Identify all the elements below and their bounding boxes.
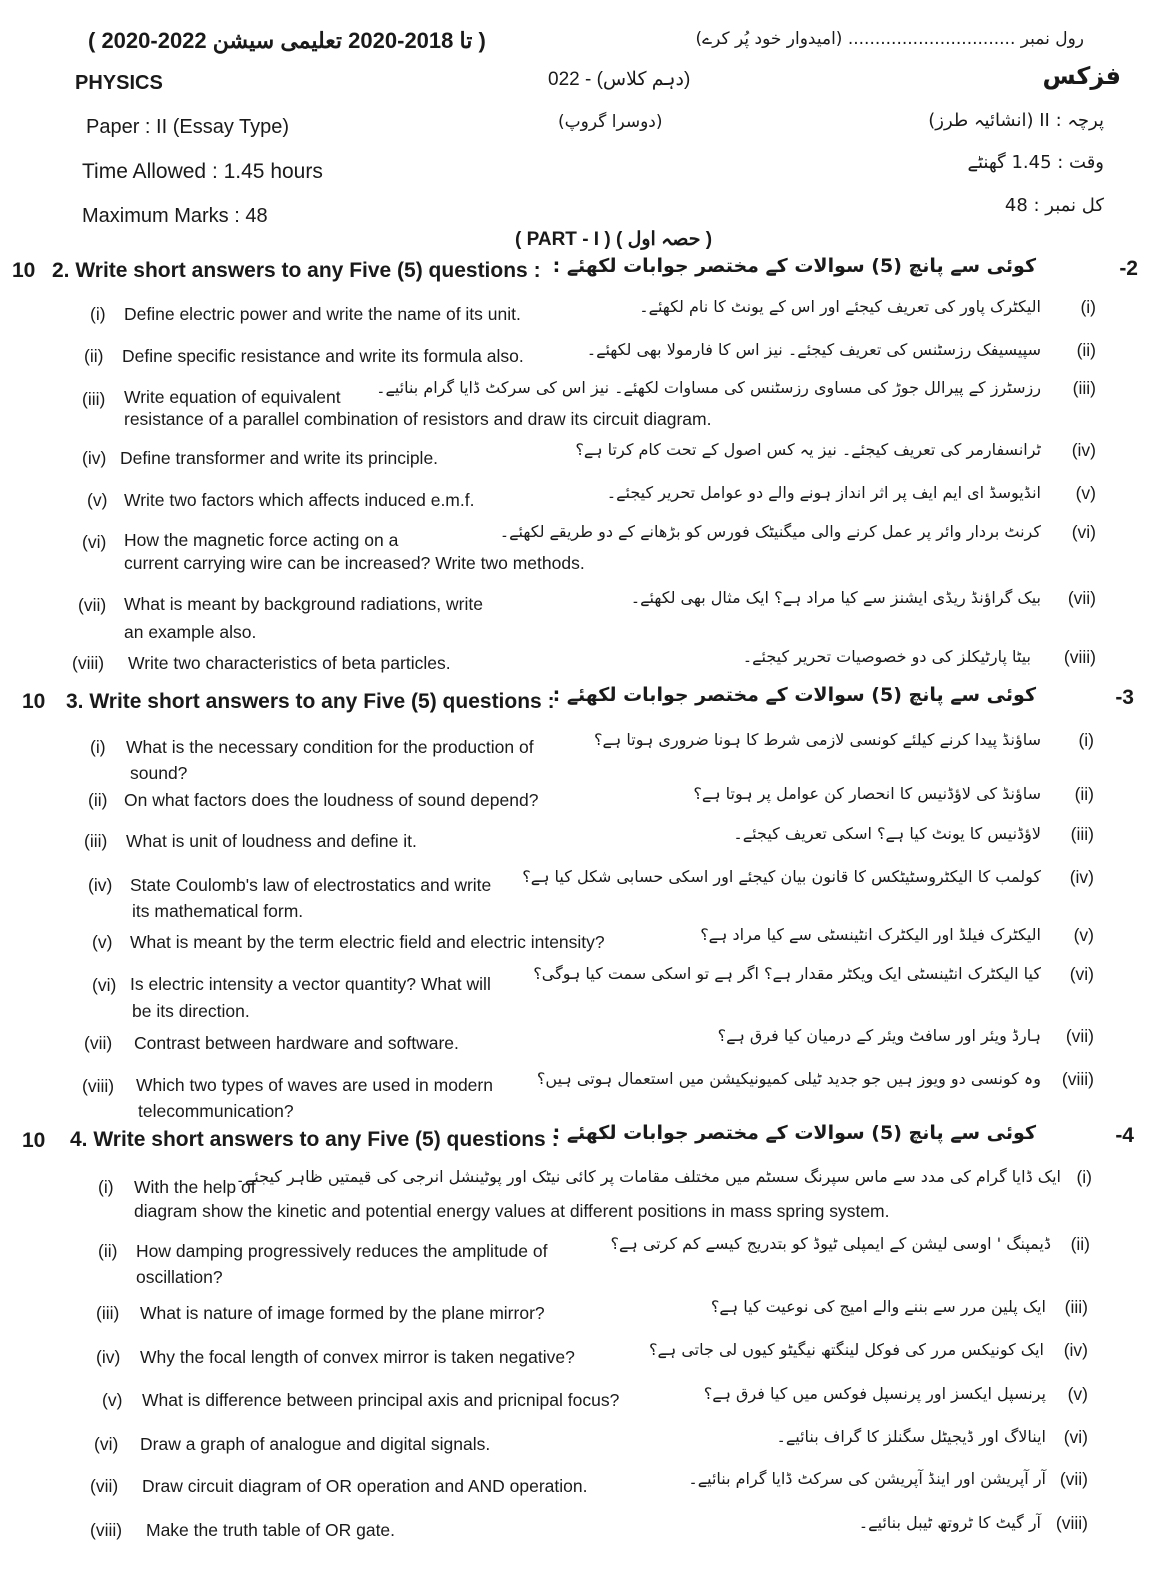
question-text-english: How the magnetic force acting on a bbox=[124, 530, 399, 550]
section-number-urdu: -3 bbox=[1115, 686, 1134, 709]
question-text-english-continued: current carrying wire can be increased? Write two methods. bbox=[124, 553, 585, 573]
session-years: ( 2020-2022 تا 2018-2020 تعلیمی سیشن ) bbox=[88, 28, 486, 53]
question-text-english: State Coulomb's law of electrostatics and write bbox=[130, 875, 492, 895]
question-number: (iv) bbox=[88, 875, 113, 895]
question-number: (i) bbox=[90, 737, 106, 757]
question-number: (vii) bbox=[78, 595, 107, 615]
question-text-english: What is difference between principal axis and pricnipal focus? bbox=[142, 1390, 620, 1410]
paper-code: 022 - (دہم کلاس) bbox=[548, 69, 691, 90]
question-number: (v) bbox=[102, 1390, 123, 1410]
question-text-urdu: پرنسپل ایکسز اور پرنسپل فوکس میں کیا فرق ہے؟ bbox=[703, 1384, 1046, 1403]
question-number-urdu: (iii) bbox=[1072, 378, 1096, 398]
section-title-urdu: کوئی سے پانچ (5) سوالات کے مختصر جوابات لکھئے : bbox=[552, 684, 1036, 706]
question-number-urdu: (i) bbox=[1078, 730, 1094, 750]
section-marks: 10 bbox=[22, 1129, 46, 1152]
question-number-urdu: (iii) bbox=[1070, 824, 1094, 844]
question-text-urdu: لاؤڈنیس کا یونٹ کیا ہے؟ اسکی تعریف کیجئے۔ bbox=[733, 824, 1041, 843]
section-title-english: 3. Write short answers to any Five (5) questions : bbox=[66, 690, 555, 713]
question-number: (vii) bbox=[90, 1476, 119, 1496]
question-number: (iii) bbox=[82, 389, 106, 409]
question-number-urdu: (viii) bbox=[1063, 647, 1096, 667]
question-number: (i) bbox=[98, 1177, 114, 1197]
question-number-urdu: (v) bbox=[1073, 925, 1094, 945]
question-text-urdu: ساؤنڈ پیدا کرنے کیلئے کونسی لازمی شرط کا ہونا ضروری ہوتا ہے؟ bbox=[594, 730, 1041, 749]
question-text-urdu: وہ کونسی دو ویوز ہیں جو جدید ٹیلی کمیونیکیشن میں استعمال ہوتی ہیں؟ bbox=[536, 1069, 1041, 1088]
question-number: (v) bbox=[87, 490, 108, 510]
section-title-urdu: کوئی سے پانچ (5) سوالات کے مختصر جوابات لکھئے : bbox=[552, 255, 1036, 277]
question-text-urdu: بیک گراؤنڈ ریڈی ایشنز سے کیا مراد ہے؟ ایک مثال بھی لکھئے۔ bbox=[630, 588, 1041, 607]
question-number: (ii) bbox=[88, 790, 108, 810]
question-number-urdu: (vii) bbox=[1065, 1026, 1094, 1046]
question-text-english-continued: resistance of a parallel combination of resistors and draw its circuit diagram. bbox=[124, 409, 712, 429]
question-text-english: What is meant by background radiations, write bbox=[124, 594, 483, 614]
question-number-urdu: (iv) bbox=[1071, 440, 1096, 460]
maximum-marks-urdu: کل نمبر : 48 bbox=[1004, 195, 1104, 216]
question-number: (ii) bbox=[98, 1241, 118, 1261]
question-number: (iv) bbox=[82, 448, 107, 468]
question-text-english-continued: oscillation? bbox=[136, 1267, 223, 1287]
group-urdu: (دوسرا گروپ) bbox=[558, 112, 663, 132]
question-text-english: What is unit of loudness and define it. bbox=[126, 831, 417, 851]
question-text-english-continued: its mathematical form. bbox=[132, 901, 304, 921]
question-number-urdu: (vii) bbox=[1067, 588, 1096, 608]
question-text-english: Make the truth table of OR gate. bbox=[146, 1520, 396, 1540]
time-allowed-english: Time Allowed : 1.45 hours bbox=[82, 160, 323, 183]
paper-type-urdu: پرچہ : II (انشائیہ طرز) bbox=[928, 110, 1104, 131]
question-text-urdu: ڈیمپنگ ' اوسی لیشن کے ایمپلی ٹیوڈ کو بتدریج کیسے کم کرتی ہے؟ bbox=[610, 1234, 1051, 1253]
section-marks: 10 bbox=[22, 690, 46, 713]
question-text-english: How damping progressively reduces the amplitude of bbox=[136, 1241, 548, 1261]
question-number: (vi) bbox=[92, 975, 117, 995]
question-text-urdu: الیکٹرک فیلڈ اور الیکٹرک انٹینسٹی سے کیا مراد ہے؟ bbox=[700, 925, 1041, 944]
question-text-english: On what factors does the loudness of sound depend? bbox=[124, 790, 539, 810]
question-number-urdu: (vi) bbox=[1071, 522, 1096, 542]
question-number-urdu: (ii) bbox=[1074, 784, 1094, 804]
question-number: (iii) bbox=[84, 831, 108, 851]
question-number-urdu: (viii) bbox=[1055, 1513, 1088, 1533]
question-text-english: Define specific resistance and write its formula also. bbox=[122, 346, 524, 366]
question-text-urdu: بیٹا پارٹیکلز کی دو خصوصیات تحریر کیجئے۔ bbox=[742, 647, 1031, 666]
question-number-urdu: (i) bbox=[1076, 1167, 1092, 1187]
question-number-urdu: (v) bbox=[1075, 483, 1096, 503]
question-text-urdu: کولمب کا الیکٹروسٹیٹکس کا قانون بیان کیجئے اور اسکی حسابی شکل کیا ہے؟ bbox=[522, 867, 1041, 886]
section-title-english: 4. Write short answers to any Five (5) questions : bbox=[70, 1128, 559, 1151]
question-text-english-continued: be its direction. bbox=[132, 1001, 250, 1021]
question-number: (iii) bbox=[96, 1303, 120, 1323]
question-text-english: With the help of bbox=[134, 1177, 256, 1197]
question-number: (iv) bbox=[96, 1347, 121, 1367]
question-text-urdu: ایک کونیکس مرر کی فوکل لینگتھ نیگیٹو کیوں لی جاتی ہے؟ bbox=[648, 1340, 1044, 1359]
section-marks: 10 bbox=[12, 259, 36, 282]
question-text-english: Which two types of waves are used in modern bbox=[136, 1075, 493, 1095]
question-text-urdu: ٹرانسفارمر کی تعریف کیجئے۔ نیز یہ کس اصول کے تحت کام کرتا ہے؟ bbox=[575, 440, 1041, 459]
question-text-urdu: الیکٹرک پاور کی تعریف کیجئے اور اس کے یونٹ کا نام لکھئے۔ bbox=[639, 297, 1041, 316]
question-number-urdu: (iii) bbox=[1064, 1297, 1088, 1317]
question-number-urdu: (vi) bbox=[1069, 964, 1094, 984]
question-text-english: What is nature of image formed by the plane mirror? bbox=[140, 1303, 545, 1323]
question-number: (viii) bbox=[90, 1520, 123, 1540]
subject-urdu: فزکس bbox=[1042, 62, 1121, 90]
part-heading: ( PART - I ) ( حصہ اول ) bbox=[515, 229, 713, 250]
question-text-english: Write two characteristics of beta particles. bbox=[128, 653, 451, 673]
maximum-marks-english: Maximum Marks : 48 bbox=[82, 205, 268, 227]
question-text-english: What is the necessary condition for the production of bbox=[126, 737, 534, 757]
question-number-urdu: (i) bbox=[1080, 297, 1096, 317]
question-text-english: Define transformer and write its principle. bbox=[120, 448, 439, 468]
question-text-english: Draw a graph of analogue and digital signals. bbox=[140, 1434, 491, 1454]
question-number-urdu: (vi) bbox=[1063, 1427, 1088, 1447]
question-text-urdu: آر آپریشن اور اینڈ آپریشن کی سرکٹ ڈایا گرام بنائیے۔ bbox=[688, 1469, 1046, 1488]
question-text-english-continued: sound? bbox=[130, 763, 188, 783]
question-number: (i) bbox=[90, 304, 106, 324]
question-number-urdu: (viii) bbox=[1061, 1069, 1094, 1089]
question-text-urdu: انڈیوسڈ ای ایم ایف پر اثر انداز ہونے والے دو عوامل تحریر کیجئے۔ bbox=[606, 483, 1041, 502]
question-text-english-continued: an example also. bbox=[124, 622, 257, 642]
section-title-english: 2. Write short answers to any Five (5) questions : bbox=[52, 259, 541, 282]
question-text-english-continued: diagram show the kinetic and potential energy values at different positions in mass spring system. bbox=[134, 1201, 890, 1221]
question-number-urdu: (vii) bbox=[1059, 1469, 1088, 1489]
question-text-english: Write equation of equivalent bbox=[124, 387, 341, 407]
question-text-urdu: کرنٹ بردار وائر پر عمل کرنے والی میگنیٹک فورس کو بڑھانے کے دو طریقے لکھئے۔ bbox=[499, 522, 1041, 541]
question-number-urdu: (v) bbox=[1067, 1384, 1088, 1404]
paper-type-english: Paper : II (Essay Type) bbox=[86, 116, 290, 138]
question-number-urdu: (ii) bbox=[1076, 340, 1096, 360]
question-text-urdu: ایک پلین مرر سے بننے والے امیج کی نوعیت کیا ہے؟ bbox=[710, 1297, 1046, 1316]
section-number-urdu: -4 bbox=[1115, 1124, 1134, 1147]
question-text-english: Define electric power and write the name of its unit. bbox=[124, 304, 521, 324]
section-title-urdu: کوئی سے پانچ (5) سوالات کے مختصر جوابات لکھئے : bbox=[552, 1122, 1036, 1144]
question-text-english: Contrast between hardware and software. bbox=[134, 1033, 459, 1053]
question-text-urdu: ہارڈ ویئر اور سافٹ ویئر کے درمیان کیا فرق ہے؟ bbox=[717, 1026, 1041, 1045]
question-number: (vi) bbox=[82, 532, 107, 552]
question-text-english: What is meant by the term electric field and electric intensity? bbox=[130, 932, 605, 952]
question-text-english: Why the focal length of convex mirror is taken negative? bbox=[140, 1347, 575, 1367]
section-number-urdu: -2 bbox=[1119, 257, 1138, 280]
question-text-english: Draw circuit diagram of OR operation and AND operation. bbox=[142, 1476, 588, 1496]
question-number: (viii) bbox=[72, 653, 105, 673]
question-number-urdu: (iv) bbox=[1069, 867, 1094, 887]
question-text-urdu: ساؤنڈ کی لاؤڈنیس کا انحصار کن عوامل پر ہوتا ہے؟ bbox=[693, 784, 1041, 803]
question-text-urdu: رزسٹرز کے پیرالل جوڑ کی مساوی رزسٹنس کی مساوات لکھئے۔ نیز اس کی سرکٹ ڈایا گرام بنائیے۔ bbox=[376, 378, 1041, 397]
question-text-urdu: سپیسیفک رزسٹنس کی تعریف کیجئے۔ نیز اس کا فارمولا بھی لکھئے۔ bbox=[586, 340, 1041, 359]
question-number-urdu: (iv) bbox=[1063, 1340, 1088, 1360]
question-text-urdu: آر گیٹ کا ٹروتھ ٹیبل بنائیے۔ bbox=[858, 1513, 1041, 1532]
question-text-urdu: کیا الیکٹرک انٹینسٹی ایک ویکٹر مقدار ہے؟ اگر ہے تو اسکی سمت کیا ہوگی؟ bbox=[533, 964, 1041, 983]
question-text-urdu: ایک ڈایا گرام کی مدد سے ماس سپرنگ سسٹم میں مختلف مقامات پر کائی نیٹک اور پوٹینشل انرجی کی قیمتیں ظاہر کیجئے۔ bbox=[235, 1167, 1061, 1186]
roll-number-line: رول نمبر ............................... (امیدوار خود پُر کرے) bbox=[695, 29, 1084, 49]
subject-english: PHYSICS bbox=[75, 72, 163, 94]
question-number: (vi) bbox=[94, 1434, 119, 1454]
question-number: (vii) bbox=[84, 1033, 113, 1053]
question-text-english: Is electric intensity a vector quantity? What will bbox=[130, 974, 491, 994]
question-text-english: Write two factors which affects induced e.m.f. bbox=[124, 490, 475, 510]
question-number: (v) bbox=[92, 932, 113, 952]
question-number: (viii) bbox=[82, 1076, 115, 1096]
question-text-urdu: اینالاگ اور ڈیجیٹل سگنلز کا گراف بنائیے۔ bbox=[776, 1427, 1046, 1446]
question-number: (ii) bbox=[84, 346, 104, 366]
question-text-english-continued: telecommunication? bbox=[138, 1101, 294, 1121]
time-allowed-urdu: وقت : 1.45 گھنٹے bbox=[967, 152, 1104, 173]
question-number-urdu: (ii) bbox=[1070, 1234, 1090, 1254]
